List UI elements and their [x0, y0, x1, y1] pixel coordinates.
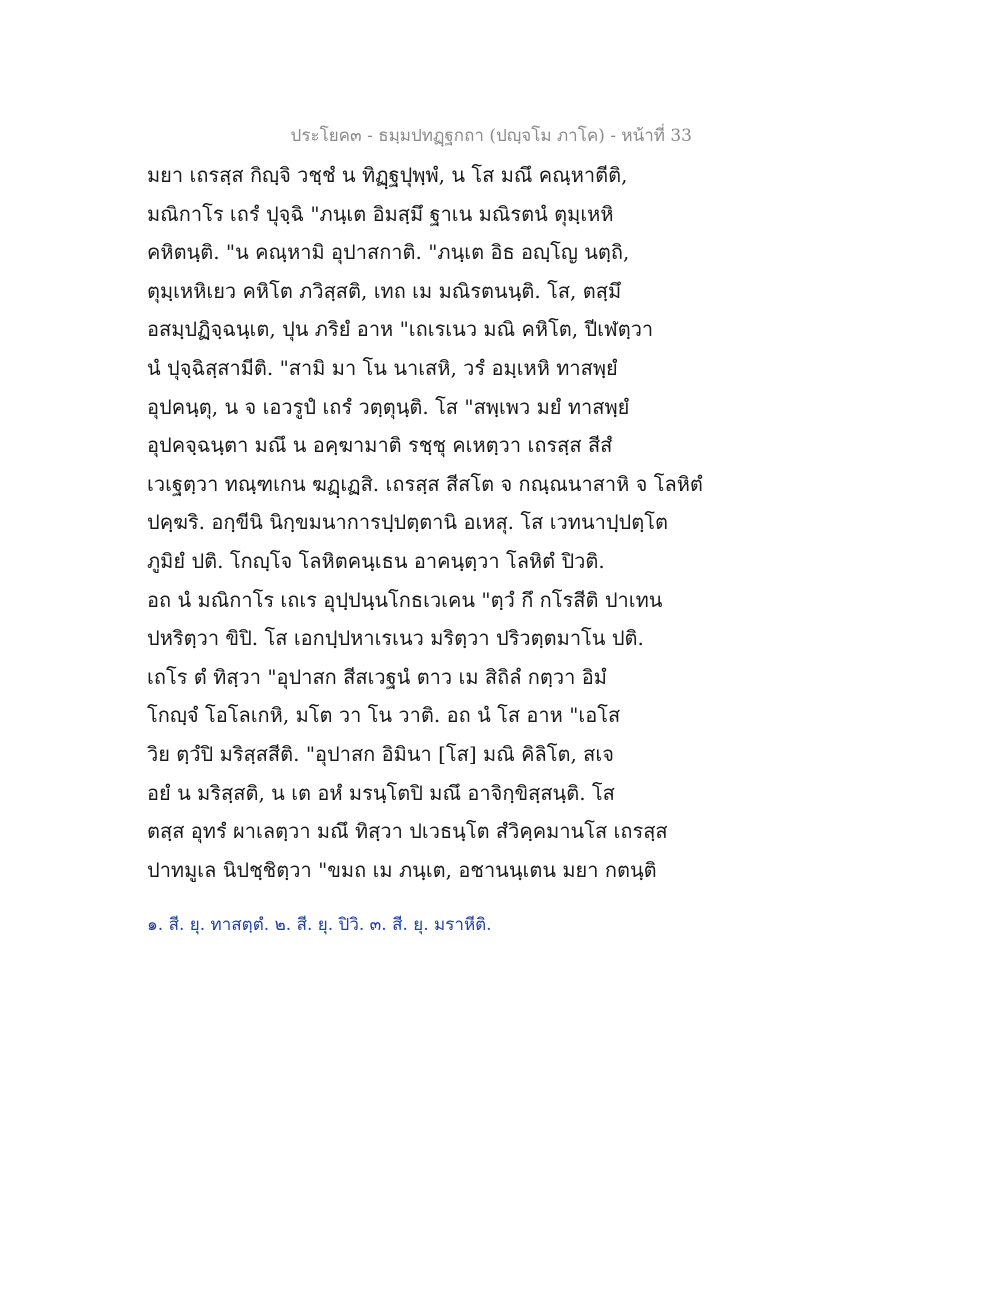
- text-line: ตุมฺเหหิเยว คหิโต ภวิสฺสติ, เทถ เม มณิรตนนฺติ. โส, ตสฺมึ: [147, 278, 622, 303]
- text-line: อยํ น มริสฺสติ, น เต อหํ มรนฺโตปิ มณึ อาจิกฺขิสฺสนฺติ. โส: [147, 780, 615, 805]
- text-line: ตสฺส อุทรํ ผาเลตฺวา มณึ ทิสฺวา ปเวธนฺโต สํวิคฺคมานโส เถรสฺส: [147, 819, 668, 844]
- text-line: วิย ตฺวํปิ มริสฺสสีติ. "อุปาสก อิมินา [โส] มณิ คิลิโต, สเจ: [147, 741, 614, 766]
- text-line: เถโร ตํ ทิสฺวา "อุปาสก สีสเวฐนํ ตาว เม สิถิลํ กตฺวา อิมํ: [147, 664, 607, 689]
- text-line: นํ ปุจฺฉิสฺสามีติ. "สามิ มา โน นาเสหิ, วรํ อมฺเหหิ ทาสพฺยํ: [147, 355, 618, 380]
- text-line: โกญฺจํ โอโลเกหิ, มโต วา โน วาติ. อถ นํ โส อาห "เอโส: [147, 703, 621, 728]
- text-line: อุปคนฺตุ, น จ เอวรูปํ เถรํ วตฺตุนฺติ. โส "สพฺเพว มยํ ทาสพฺยํ: [147, 394, 630, 419]
- footnotes: ๑. สี. ยุ. ทาสตฺตํ. ๒. สี. ยุ. ปิวิ. ๓. สี. ยุ. มราหีติ.: [147, 915, 492, 935]
- text-line: ปาทมูเล นิปชฺชิตฺวา "ขมถ เม ภนฺเต, อชานนฺเตน มยา กตนฺติ: [147, 857, 657, 882]
- text-line: คหิตนฺติ. "น คณฺหามิ อุปาสกาติ. "ภนฺเต อิธ อญฺโญ นตฺถิ,: [147, 240, 630, 265]
- running-header: ประโยค๓ - ธมฺมปทฏฺฐกถา (ปญฺจโม ภาโค) - หน้าที่ 33: [290, 126, 692, 146]
- text-line: ปคฺฆริ. อกฺขีนิ นิกฺขมนาการปฺปตฺตานิ อเหสุ. โส เวทนาปฺปตฺโต: [147, 510, 668, 535]
- text-line: อุปคจฺฉนฺตา มณึ น อคฺฆามาติ รชฺชุ คเหตฺวา เถรสฺส สีสํ: [147, 433, 613, 458]
- text-line: ภูมิยํ ปติ. โกญฺโจ โลหิตคนฺเธน อาคนฺตฺวา โลหิตํ ปิวติ.: [147, 548, 605, 573]
- text-line: มยา เถรสฺส กิญฺจิ วชฺชํ น ทิฏฺฐปุพฺพํ, น โส มณึ คณฺหาตีติ,: [147, 163, 628, 187]
- text-line: มณิกาโร เถรํ ปุจฺฉิ "ภนฺเต อิมสฺมึ ฐาเน มณิรตนํ ตุมฺเหหิ: [147, 201, 614, 226]
- text-line: อถ นํ มณิกาโร เถเร อุปฺปนฺนโกธเวเคน "ตฺวํ กึ กโรสีติ ปาเทน: [147, 587, 663, 612]
- text-line: เวเฐตฺวา ทณฺฑเกน ฆฏฺเฏสิ. เถรสฺส สีสโต จ กณฺณนาสาหิ จ โลหิตํ: [147, 471, 703, 496]
- text-line: ปหริตฺวา ขิปิ. โส เอกปฺปหาเรเนว มริตฺวา ปริวตฺตมาโน ปติ.: [147, 626, 644, 651]
- body-text: [147, 156, 707, 889]
- text-line: อสมฺปฏิจฺฉนฺเต, ปุน ภริยํ อาห "เถเรเนว มณิ คหิโต, ปีเฬตฺวา: [147, 317, 654, 342]
